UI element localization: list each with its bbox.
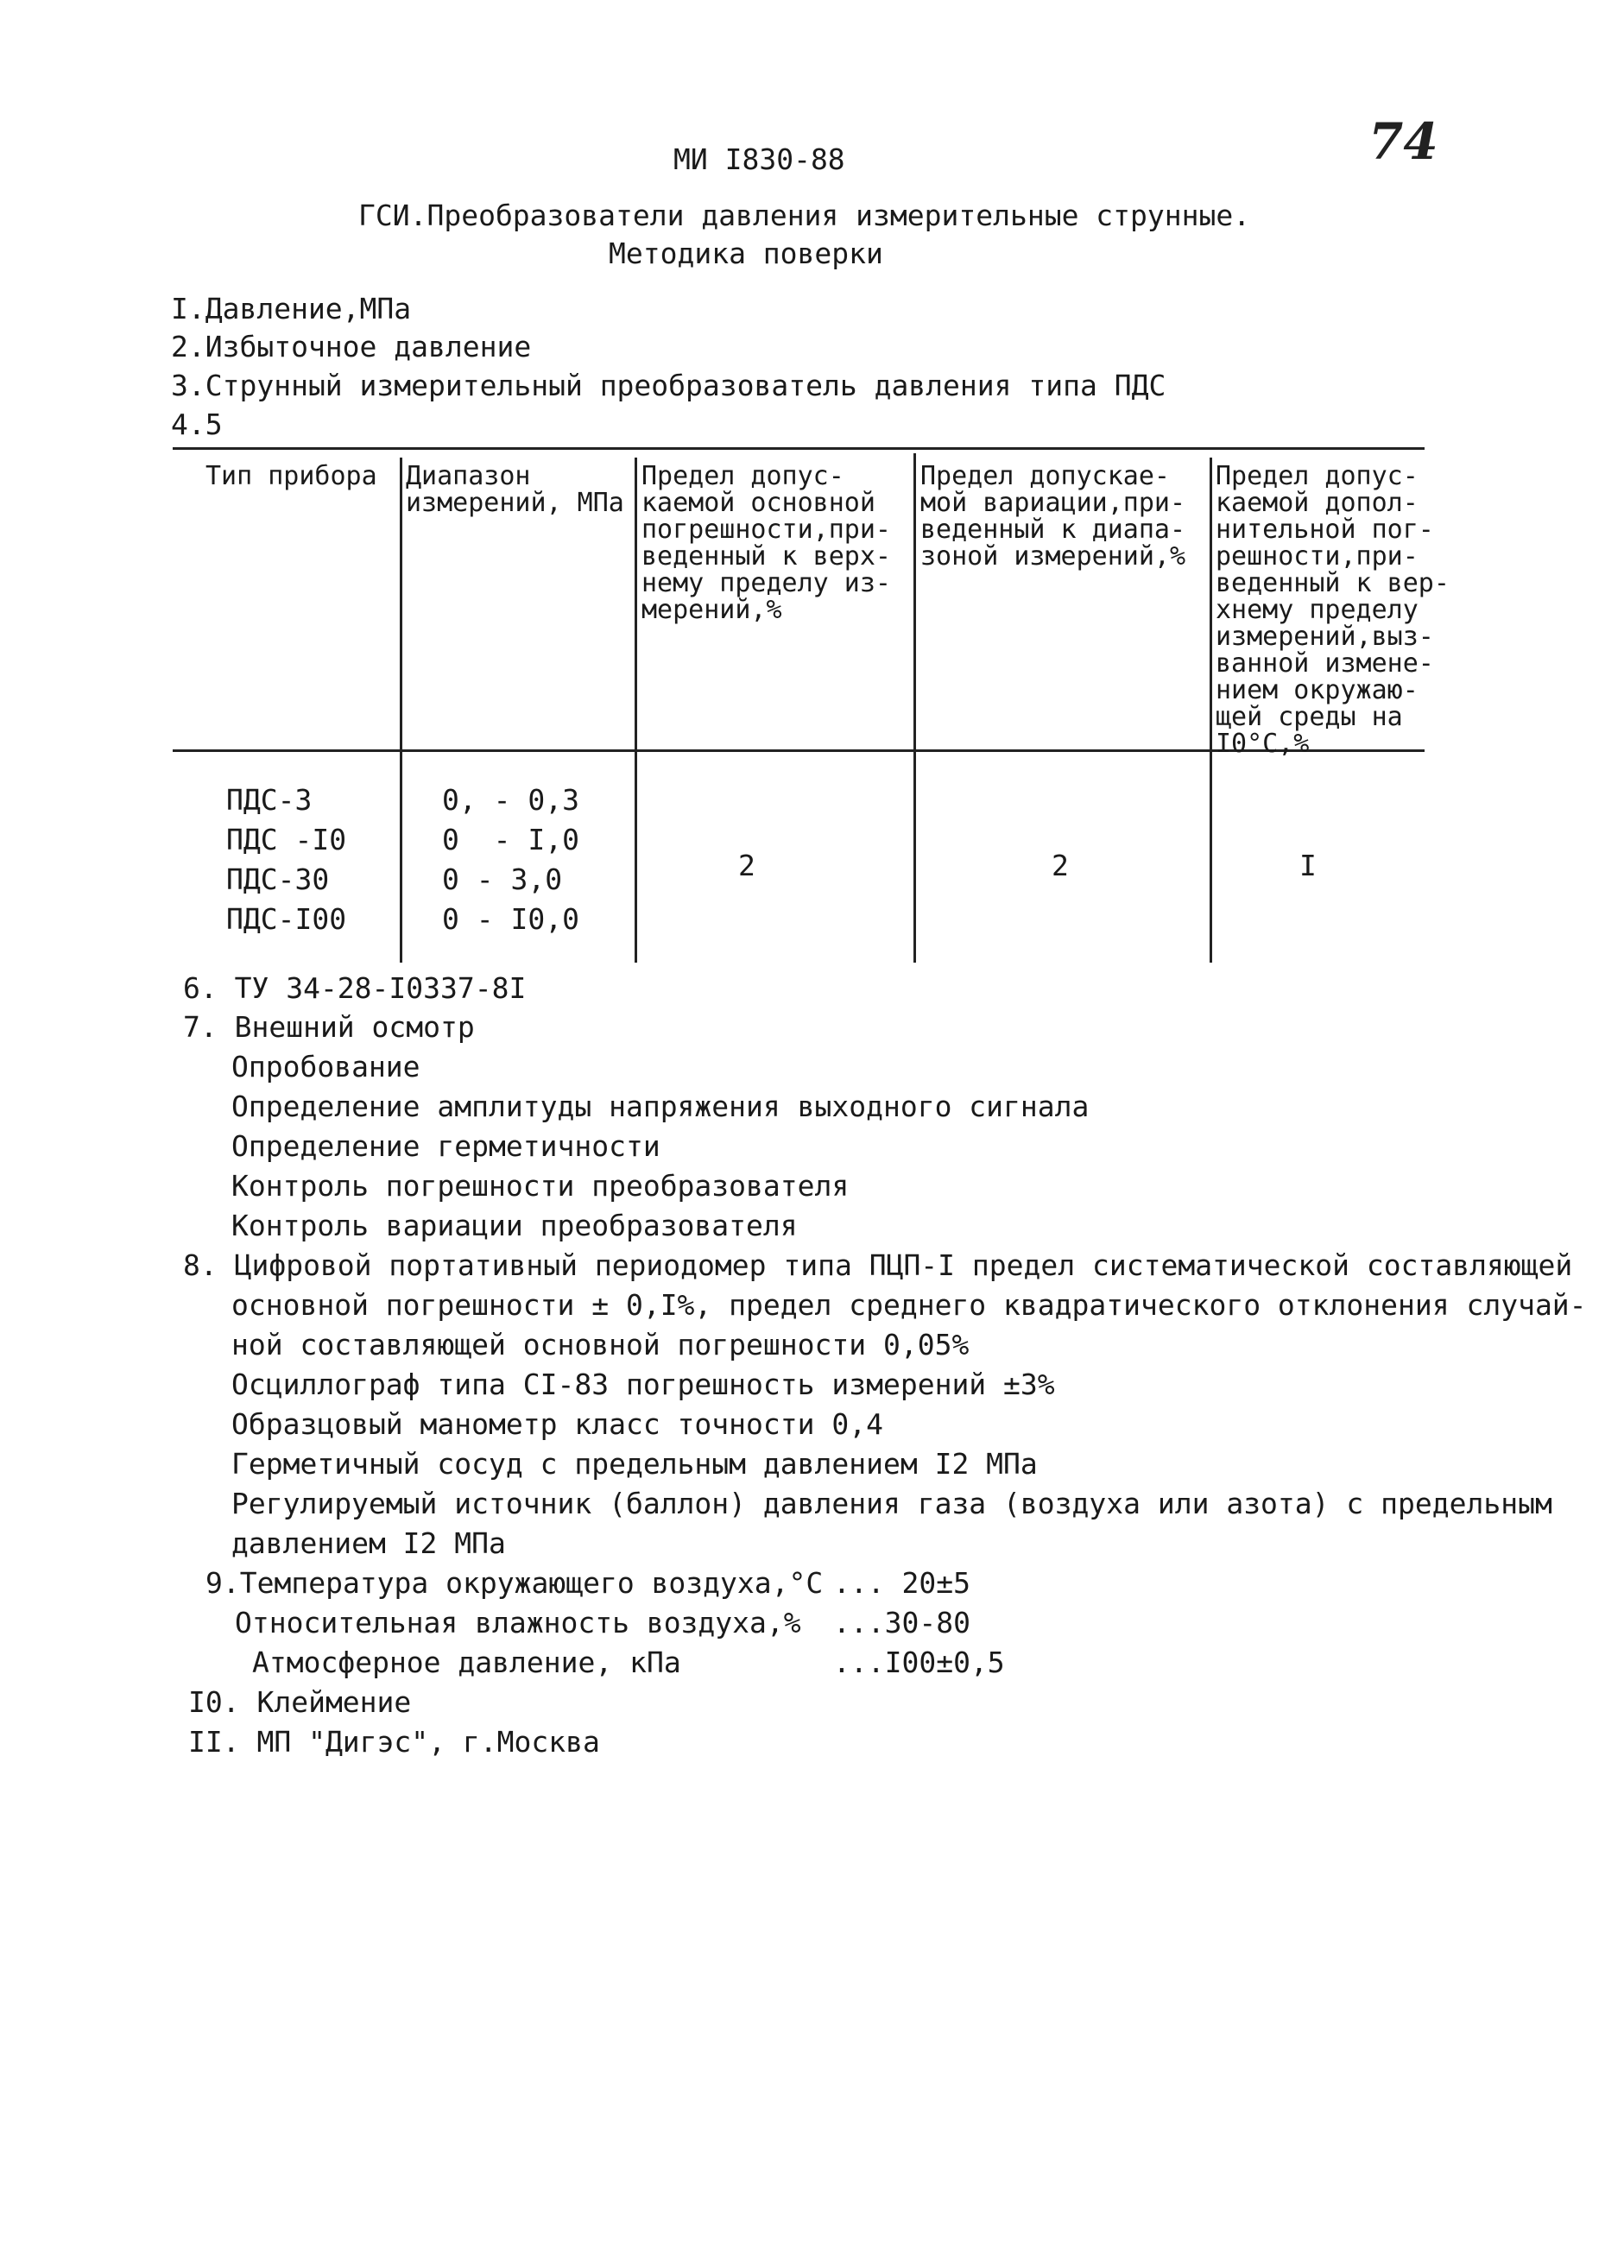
- header-additional-error: Предел допус- каемой допол- нительной пог- решности,при- веденный к вер- хнему пределу измерений,выз- ванной измене- нием окружаю- щей среды на I0°С,%: [1216, 461, 1450, 759]
- section-7-item: Определение герметичности: [231, 1129, 660, 1163]
- header-variation: Предел допускае- мой вариации,при- веденный к диапа- зоной измерений,%: [920, 461, 1186, 572]
- section-9-value: ...30-80: [833, 1606, 970, 1639]
- type-cell: ПДС-30: [226, 862, 330, 896]
- table-top-rule: [173, 447, 1425, 450]
- col-divider-1: [400, 458, 402, 963]
- section-8-line: Осциллограф типа СI-83 погрешность измерений ±3%: [231, 1368, 1055, 1401]
- col-divider-3: [913, 453, 916, 963]
- item-3: 3.Струнный измерительный преобразователь давления типа ПДС: [171, 369, 1166, 402]
- type-cell: ПДС-I00: [226, 902, 347, 936]
- type-cell: ПДС -I0: [226, 823, 347, 856]
- header-basic-error: Предел допус- каемой основной погрешности,при- веденный к верх- нему пределу из- мерений,%: [641, 461, 891, 625]
- item-4: 4.5: [171, 407, 223, 441]
- col-divider-2: [635, 458, 637, 963]
- header-device-type: Тип прибора: [205, 461, 377, 491]
- section-8-line: основной погрешности ± 0,I%, предел среднего квадратического отклонения случай-: [231, 1288, 1587, 1322]
- col-divider-4: [1210, 458, 1212, 963]
- section-7-item: Определение амплитуды напряжения выходного сигнала: [231, 1090, 1090, 1123]
- range-cell: 0 - 3,0: [442, 862, 563, 896]
- section-7-item: Контроль вариации преобразователя: [231, 1209, 798, 1242]
- document-subtitle: Методика поверки: [609, 237, 883, 270]
- item-1: I.Давление,МПа: [171, 292, 412, 325]
- doc-code: МИ I830-88: [673, 142, 845, 176]
- section-8-line: Регулируемый источник (баллон) давления газа (воздуха или азота) с предельным: [231, 1487, 1552, 1520]
- section-11: II. МП "Дигэс", г.Москва: [188, 1725, 600, 1759]
- item-2: 2.Избыточное давление: [171, 330, 532, 363]
- range-cell: 0 - I,0: [442, 823, 579, 856]
- document-title: ГСИ.Преобразователи давления измерительные струнные.: [358, 199, 1251, 232]
- section-9-value: ...I00±0,5: [833, 1646, 1005, 1679]
- page-number: 74: [1368, 112, 1438, 171]
- section-8-line: 8. Цифровой портативный периодомер типа ПЦП-I предел систематической составляющей: [183, 1248, 1573, 1282]
- section-9-label: Атмосферное давление, кПа: [252, 1646, 681, 1679]
- range-cell: 0 - I0,0: [442, 902, 579, 936]
- section-10: I0. Клеймение: [188, 1685, 412, 1719]
- basic-error-value: 2: [738, 849, 755, 882]
- variation-value: 2: [1052, 849, 1069, 882]
- additional-error-value: I: [1299, 849, 1317, 882]
- section-8-line: Образцовый манометр класс точности 0,4: [231, 1407, 883, 1441]
- section-9-value: ... 20±5: [833, 1566, 970, 1600]
- section-7-title: 7. Внешний осмотр: [183, 1010, 475, 1044]
- section-6: 6. ТУ 34-28-I0337-8I: [183, 971, 527, 1005]
- section-7-item: Опробование: [231, 1050, 420, 1083]
- type-cell: ПДС-3: [226, 783, 313, 817]
- section-9-label: Относительная влажность воздуха,%: [235, 1606, 801, 1639]
- range-cell: 0, - 0,3: [442, 783, 579, 817]
- section-7-item: Контроль погрешности преобразователя: [231, 1169, 850, 1203]
- section-9-label: 9.Температура окружающего воздуха,°С: [205, 1566, 824, 1600]
- header-range: Диапазон измерений, МПа: [406, 461, 624, 518]
- section-8-line: Герметичный сосуд с предельным давлением I2 МПа: [231, 1447, 1038, 1481]
- section-8-line: ной составляющей основной погрешности 0,05%: [231, 1328, 970, 1361]
- section-8-line: давлением I2 МПа: [231, 1526, 506, 1560]
